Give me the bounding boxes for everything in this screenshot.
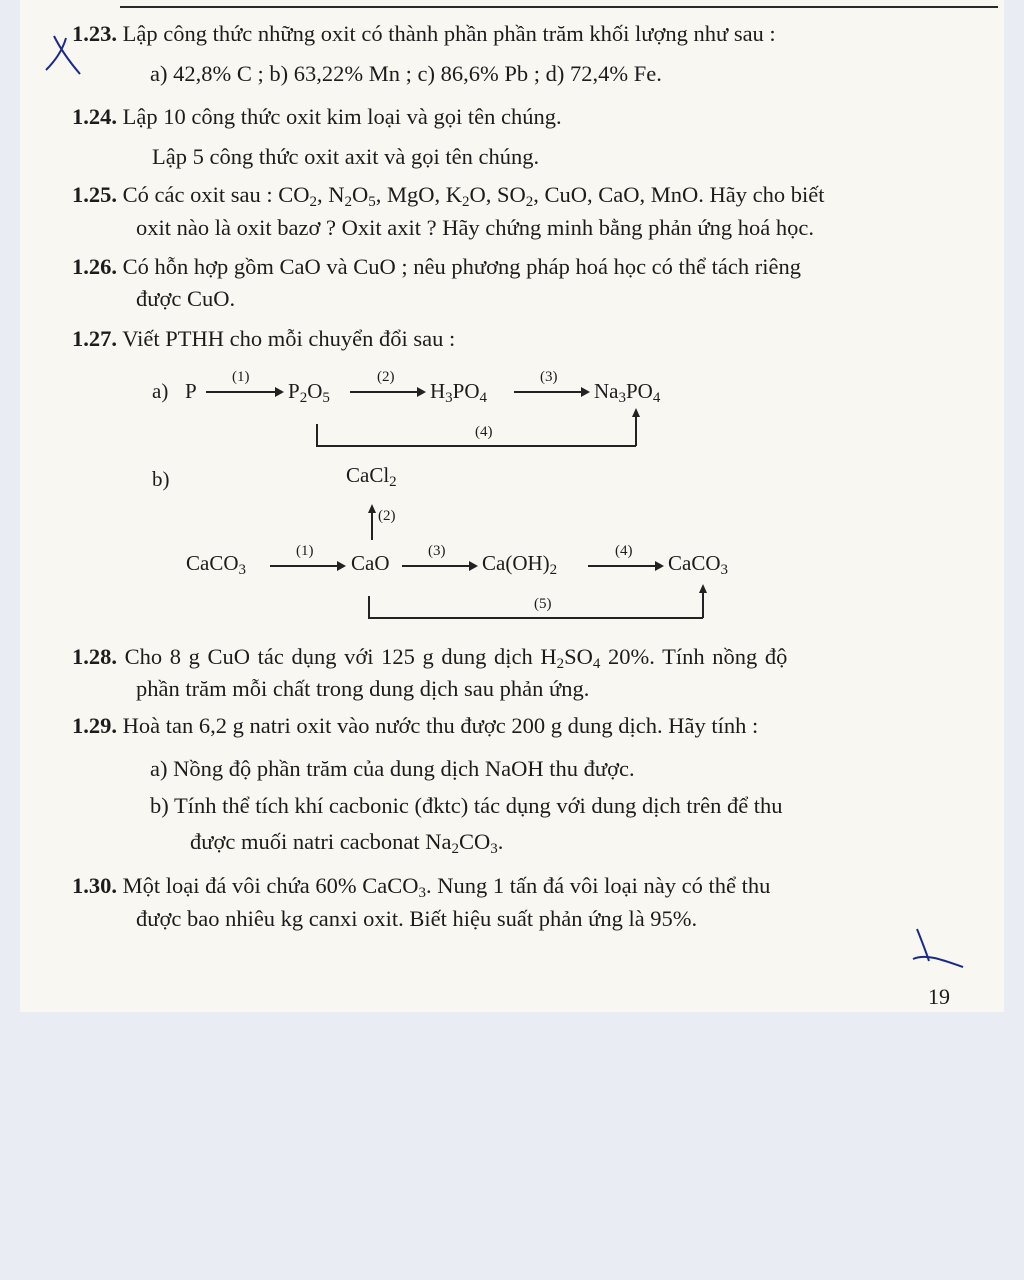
arrow-2-up-shaft <box>371 512 373 540</box>
species-Na3PO4: $Na_3PO_4$ <box>594 379 661 406</box>
b-bypass-left <box>368 596 370 618</box>
b-step-label-1: (1) <box>296 543 314 559</box>
species-CaOH2: $Ca(OH)_2$ <box>482 551 558 578</box>
arrow-1-shaft <box>206 391 278 393</box>
problem-1-29-a: a) Nồng độ phần trăm của dung dịch NaOH thu được. <box>150 756 635 781</box>
b-step-label-5: (5) <box>534 596 552 612</box>
problem-1-26-line2: được CuO. <box>136 286 236 311</box>
species-CaO: CaO <box>351 551 390 575</box>
problem-1-23-parts: a) 42,8% C ; b) 63,22% Mn ; c) 86,6% Pb ; d) 72,4% Fe. <box>150 61 662 86</box>
b-arrow-4-head <box>655 561 664 571</box>
arrow-3-head <box>581 387 590 397</box>
problem-text: Cho 8 g CuO tác dụng với 125 g dung dịch $H_2SO_4$ 20%. Tính nồng độ <box>124 644 788 672</box>
problem-text: Lập 10 công thức oxit kim loại và gọi tên chúng. <box>122 104 562 129</box>
arrow-2-head <box>417 387 426 397</box>
b-arrow-4-shaft <box>588 565 658 567</box>
problem-number: 1.24. <box>72 104 117 129</box>
step-label-4: (4) <box>475 424 493 440</box>
species-H3PO4: $H_3PO_4$ <box>430 379 488 406</box>
b-bypass-head <box>699 584 707 593</box>
arrow-1-head <box>275 387 284 397</box>
problem-text: Có các oxit sau : $CO_2$, $N_2O_5$, MgO, $K_2O$, $SO_2$, CuO, CaO, MnO. Hãy cho biết <box>122 182 825 210</box>
problem-text: Viết PTHH cho mỗi chuyển đổi sau : <box>122 326 456 351</box>
problem-1-30-line2: được bao nhiêu kg canxi oxit. Biết hiệu suất phản ứng là 95%. <box>136 906 698 931</box>
problem-1-28-line2: phần trăm mỗi chất trong dung dịch sau phản ứng. <box>136 676 590 701</box>
problem-number: 1.28. <box>72 644 117 669</box>
b-step-label-4: (4) <box>615 543 633 559</box>
problem-1-24 <box>72 103 562 131</box>
header-rule <box>120 6 998 8</box>
species-P2O5: $P_2O_5$ <box>288 379 330 406</box>
species-CaCl2: CaCl$_2$ <box>346 463 397 490</box>
species-CaCO3-start: CaCO$_3$ <box>186 551 246 578</box>
scheme-b-label: b) <box>152 467 170 491</box>
b-arrow-3-shaft <box>402 565 472 567</box>
b-arrow-1-head <box>337 561 346 571</box>
bypass-arrow-bottom <box>316 445 636 447</box>
arrow-3-shaft <box>514 391 584 393</box>
problem-1-27 <box>72 325 455 353</box>
problem-number: 1.25. <box>72 182 117 207</box>
problem-number: 1.23. <box>72 21 117 46</box>
problem-1-26 <box>72 253 801 281</box>
step-label-1: (1) <box>232 369 250 385</box>
problem-1-29-b-line2: được muối natri cacbonat $Na_2CO_3$. <box>190 829 504 857</box>
problem-text: Có hỗn hợp gồm CaO và CuO ; nêu phương pháp hoá học có thể tách riêng <box>122 254 801 279</box>
arrow-2-up-head <box>368 504 376 513</box>
bypass-arrow-right <box>635 416 637 446</box>
b-bypass-right <box>702 592 704 618</box>
problem-1-29 <box>72 712 758 740</box>
b-step-label-2: (2) <box>378 508 396 524</box>
problem-number: 1.26. <box>72 254 117 279</box>
problem-text: Hoà tan 6,2 g natri oxit vào nước thu được 200 g dung dịch. Hãy tính : <box>122 713 759 738</box>
problem-1-30 <box>72 872 770 900</box>
problem-text: Lập công thức những oxit có thành phần phần trăm khối lượng như sau : <box>122 21 776 46</box>
step-label-2: (2) <box>377 369 395 385</box>
b-step-label-3: (3) <box>428 543 446 559</box>
b-arrow-1-shaft <box>270 565 340 567</box>
page-number: 19 <box>928 984 950 1009</box>
problem-1-24-line2: Lập 5 công thức oxit axit và gọi tên chúng. <box>152 144 540 169</box>
species-CaCO3-end: CaCO$_3$ <box>668 551 728 578</box>
problem-number: 1.29. <box>72 713 117 738</box>
scheme-a-label: a) <box>152 379 169 403</box>
problem-number: 1.27. <box>72 326 117 351</box>
problem-1-23 <box>72 20 776 48</box>
problem-1-25-line2: oxit nào là oxit bazơ ? Oxit axit ? Hãy chứng minh bằng phản ứng hoá học. <box>136 215 814 240</box>
problem-1-29-b: b) Tính thể tích khí cacbonic (đktc) tác dụng với dung dịch trên để thu <box>150 793 783 818</box>
b-bypass-bottom <box>368 617 703 619</box>
bypass-arrow-left <box>316 424 318 446</box>
textbook-page <box>20 0 1004 1012</box>
b-arrow-3-head <box>469 561 478 571</box>
problem-1-25 <box>72 181 824 209</box>
arrow-2-shaft <box>350 391 420 393</box>
problem-1-28 <box>72 643 787 671</box>
bypass-arrow-head <box>632 408 640 417</box>
handwritten-check-mark <box>905 925 975 975</box>
problem-text: Một loại đá vôi chứa 60% CaCO$_3$. Nung 1 tấn đá vôi loại này có thể thu <box>122 873 771 901</box>
step-label-3: (3) <box>540 369 558 385</box>
species-P: P <box>185 379 197 403</box>
problem-number: 1.30. <box>72 873 117 898</box>
